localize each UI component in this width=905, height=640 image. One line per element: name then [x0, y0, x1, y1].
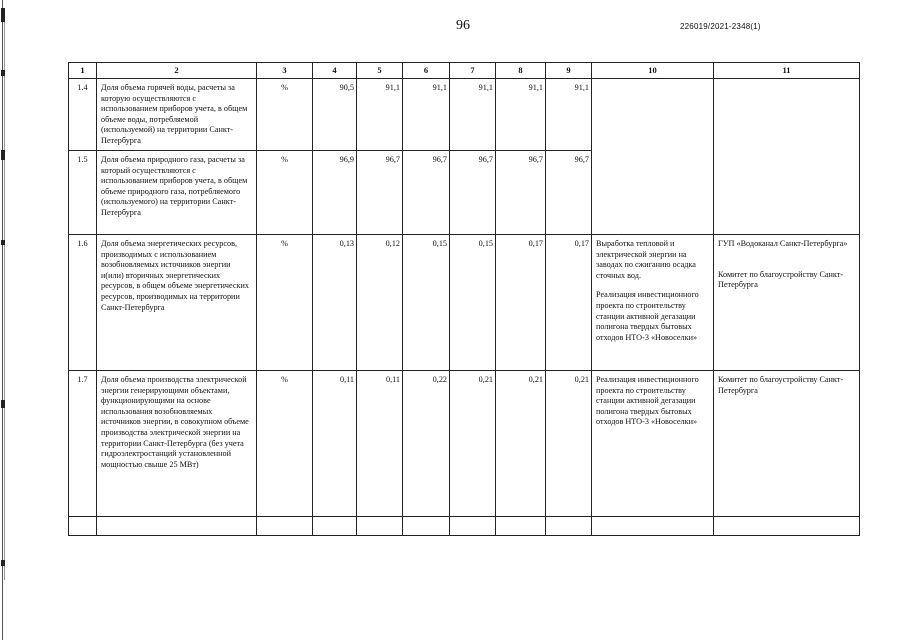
unit-cell: % — [257, 151, 313, 235]
indicator-name: Доля объема природного газа, расчеты за который осуществляются с использованием приборов учета, в общем объеме природного газа, потребляемого (используемого) на территории Санкт-Петербурга — [97, 151, 257, 235]
measure-text: Реализация инвестиционного проекта по строительству станции активной дегазации полигона твердых бытовых отходов НТО-3 «Новоселки» — [596, 290, 699, 342]
row-number: 1.5 — [69, 151, 97, 235]
value-cell: 96,9 — [313, 151, 357, 235]
value-cell: 96,7 — [450, 151, 496, 235]
value-cell: 0,17 — [546, 235, 592, 371]
table-row — [69, 79, 860, 151]
indicator-name: Доля объема энергетических ресурсов, производимых с использованием возобновляемых источников энергии и(или) вторичных энергетических ресурсов, в общем объеме энергетических ресурсов, производимых на территории Санкт-Петербурга — [97, 235, 257, 371]
value-cell: 0,17 — [496, 235, 546, 371]
measure-text: Выработка тепловой и электрической энергии на заводах по сжиганию осадка сточных вод. — [596, 239, 696, 280]
value-cell: 0,13 — [313, 235, 357, 371]
measures-cell — [592, 371, 714, 517]
indicator-name: Доля объема горячей воды, расчеты за которую осуществляются с использованием приборов учета, в общем объеме воды, потребляемой (используемой) на территории Санкт-Петербурга — [97, 79, 257, 151]
column-header: 1 — [69, 63, 97, 79]
value-cell: 96,7 — [496, 151, 546, 235]
table-row — [69, 371, 860, 517]
value-cell: 91,1 — [403, 79, 450, 151]
row-number: 1.7 — [69, 371, 97, 517]
value-cell: 91,1 — [546, 79, 592, 151]
executors-cell — [714, 371, 860, 517]
indicators-table — [68, 62, 860, 536]
unit-cell: % — [257, 79, 313, 151]
column-header: 2 — [97, 63, 257, 79]
column-header: 9 — [546, 63, 592, 79]
column-header: 3 — [257, 63, 313, 79]
value-cell: 0,21 — [546, 371, 592, 517]
executors-cell — [714, 235, 860, 371]
value-cell: 0,21 — [496, 371, 546, 517]
value-cell: 96,7 — [546, 151, 592, 235]
document-code: 226019/2021-2348(1) — [680, 22, 761, 31]
value-cell: 90,5 — [313, 79, 357, 151]
table-row-continuation — [69, 517, 860, 536]
column-header: 8 — [496, 63, 546, 79]
value-cell: 0,12 — [357, 235, 403, 371]
value-cell: 0,15 — [403, 235, 450, 371]
row-number: 1.4 — [69, 79, 97, 151]
value-cell: 91,1 — [450, 79, 496, 151]
executors-cell-empty — [714, 79, 860, 235]
measures-cell-empty — [592, 79, 714, 235]
value-cell: 96,7 — [403, 151, 450, 235]
executor-text: Комитет по благоустройству Санкт-Петербурга — [718, 375, 844, 395]
page-number: 96 — [456, 18, 470, 33]
unit-cell: % — [257, 371, 313, 517]
column-header: 10 — [592, 63, 714, 79]
value-cell: 0,11 — [357, 371, 403, 517]
value-cell: 96,7 — [357, 151, 403, 235]
column-header: 11 — [714, 63, 860, 79]
column-header: 7 — [450, 63, 496, 79]
scan-edge-artifact — [0, 0, 7, 640]
column-header: 4 — [313, 63, 357, 79]
indicator-name: Доля объема производства электрической энергии генерирующими объектами, функционирующими на основе использования возобновляемых источников энергии, в совокупном объеме производства электрической энергии на территории Санкт-Петербурга (без учета гидроэлектростанций установленной мощностью свыше 25 МВт) — [97, 371, 257, 517]
executor-text: ГУП «Водоканал Санкт-Петербурга» — [718, 239, 848, 248]
column-header: 5 — [357, 63, 403, 79]
measures-cell — [592, 235, 714, 371]
unit-cell: % — [257, 235, 313, 371]
value-cell: 91,1 — [357, 79, 403, 151]
value-cell: 91,1 — [496, 79, 546, 151]
row-number: 1.6 — [69, 235, 97, 371]
table-header-row — [69, 63, 860, 79]
value-cell: 0,21 — [450, 371, 496, 517]
executor-text: Комитет по благоустройству Санкт-Петербурга — [718, 269, 844, 290]
value-cell: 0,15 — [450, 235, 496, 371]
table-row — [69, 235, 860, 371]
value-cell: 0,11 — [313, 371, 357, 517]
value-cell: 0,22 — [403, 371, 450, 517]
measure-text: Реализация инвестиционного проекта по строительству станции активной дегазации полигона твердых бытовых отходов НТО-3 «Новоселки» — [596, 375, 699, 427]
column-header: 6 — [403, 63, 450, 79]
